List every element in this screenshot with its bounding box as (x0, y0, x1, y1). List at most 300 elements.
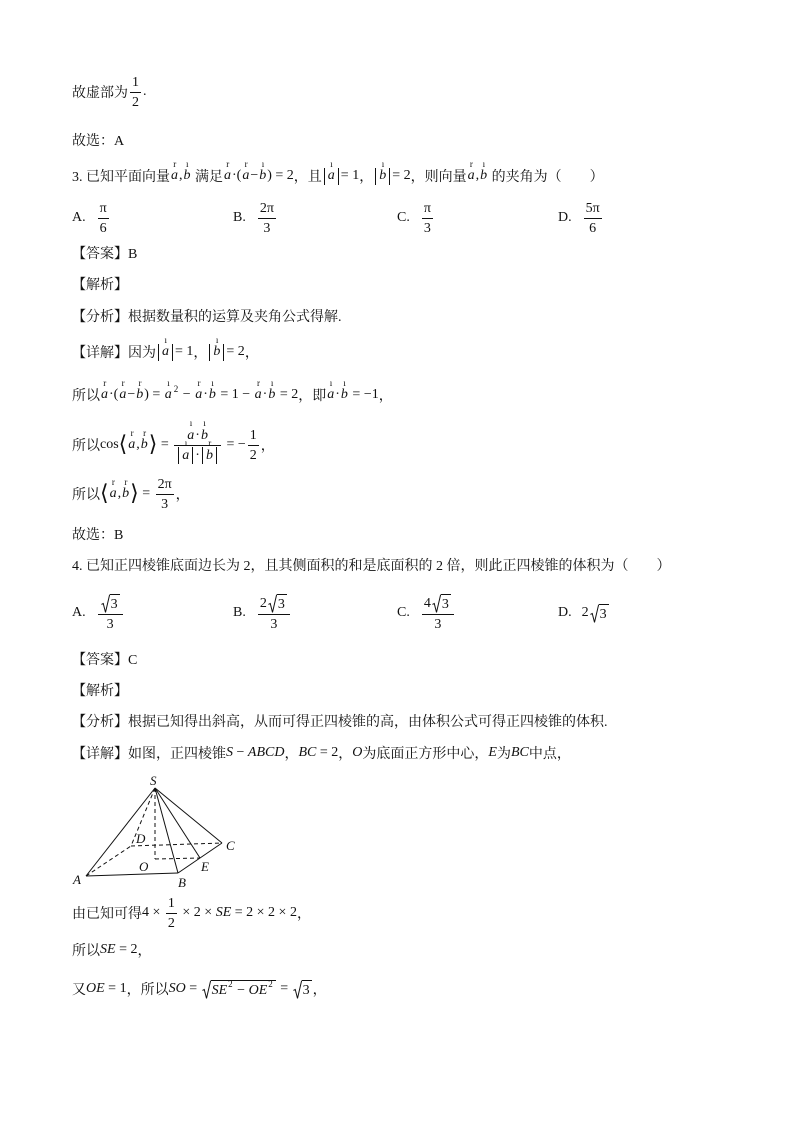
absolute-value (209, 335, 224, 361)
radicand (277, 594, 287, 613)
text-run: 所以 (72, 389, 100, 404)
denominator (130, 93, 141, 111)
absolute-value (324, 159, 339, 185)
numerator (248, 427, 259, 446)
denominator (258, 615, 290, 633)
fraction (422, 594, 454, 633)
math-text: 3 (277, 596, 285, 612)
vector-mark: r (244, 159, 248, 169)
math-text: 4 (423, 595, 431, 611)
vector-letter: b (208, 387, 216, 402)
math-text: = (157, 437, 173, 452)
math-text: cos (100, 437, 119, 452)
text-run: 【详解】如图，正四棱锥 (72, 747, 226, 762)
vector (205, 437, 213, 464)
option-value (582, 200, 604, 237)
numerator (166, 895, 177, 914)
q4-answer: 【答案】C (72, 653, 138, 668)
superscript: 2 (228, 978, 233, 989)
math-text: − (179, 387, 195, 402)
vector-mark: ı (381, 159, 385, 169)
option-label: A. (72, 210, 86, 225)
math-text: = 1 (340, 168, 360, 183)
radicand (302, 980, 312, 999)
vector-mark: r (256, 378, 260, 388)
q3-option-a (72, 198, 111, 238)
vector-mark: ı (185, 159, 189, 169)
vector-mark: ı (270, 378, 274, 388)
vector (195, 378, 203, 403)
math-text: 3 (106, 616, 114, 632)
math-text: = 2 (226, 344, 245, 359)
vector-mark: ı (211, 378, 214, 388)
vector-mark: r (469, 159, 473, 169)
radicand (441, 594, 451, 613)
denominator (98, 615, 123, 633)
vector (259, 159, 267, 184)
q3-analysis-heading: 【解析】 (72, 278, 128, 293)
q3-option-b (233, 198, 278, 238)
math-text: , (475, 168, 480, 183)
q4-detail-line-3 (72, 930, 151, 970)
radical-sign (268, 594, 277, 613)
q4-analysis-heading: 【解析】 (72, 684, 128, 699)
option-label: C. (397, 210, 410, 225)
vector-letter: a (109, 486, 117, 501)
q3-detail-line-2 (72, 375, 393, 415)
square-root (432, 594, 451, 613)
vector-mark: ı (330, 159, 333, 169)
math-text: 3 (270, 616, 278, 632)
vector-mark: r (111, 477, 115, 487)
vector-mark: r (130, 428, 134, 438)
math-variable: OE (86, 981, 105, 996)
math-text: ) = 2 (267, 168, 294, 183)
q3-stem (72, 156, 604, 196)
vector-letter: a (254, 387, 262, 402)
math-text: 3 (263, 220, 271, 236)
math-text: − (233, 745, 248, 760)
math-text: = 1 (104, 981, 127, 996)
math-variable: BC (510, 745, 529, 760)
math-text: ) = (144, 387, 164, 402)
math-text: 2 (259, 595, 267, 611)
vector (200, 417, 208, 444)
angle-bracket: ⟨ (118, 432, 128, 457)
math-text: 3 (110, 596, 118, 612)
text-run: 由已知可得 (72, 907, 142, 922)
text-run: ，即 (298, 389, 327, 404)
math-text: ·( (232, 168, 242, 183)
vector (140, 428, 148, 453)
vector-letter: a (224, 168, 231, 183)
math-text: , (136, 437, 140, 452)
math-text: = (276, 981, 292, 996)
math-text: = 2 (276, 387, 299, 402)
edge-sc (155, 788, 222, 843)
math-text: 3 (423, 220, 431, 236)
edge-ad (86, 846, 131, 876)
vector-mark: r (208, 437, 212, 448)
vector-letter: a (327, 168, 335, 183)
vector-mark: r (173, 159, 177, 169)
q4-detail-line-1 (72, 733, 571, 773)
vector-letter: a (327, 387, 335, 402)
math-text: = − (222, 437, 246, 452)
option-label: D. (558, 210, 572, 225)
vector-letter: b (183, 168, 191, 183)
math-text: = (185, 981, 201, 996)
text-run: ， (175, 488, 190, 503)
math-text: π (99, 200, 107, 216)
segment-oe (155, 858, 200, 859)
vector-mark: ı (189, 417, 193, 428)
q4-option-a (72, 593, 125, 633)
fraction (130, 74, 141, 111)
vector (208, 378, 216, 403)
square-root (268, 594, 287, 613)
vector (327, 378, 335, 403)
vector-mark: r (143, 428, 147, 438)
math-text: 3 (441, 596, 449, 612)
fraction (98, 200, 109, 237)
point-label-e: E (201, 859, 209, 874)
option-label: A. (72, 605, 86, 620)
vertex-label-s: S (150, 773, 157, 788)
fraction (584, 200, 602, 237)
vector-mark: ı (215, 335, 219, 345)
text-run: ， (260, 439, 275, 454)
vector-mark: ı (343, 378, 346, 388)
fraction (422, 200, 433, 237)
vector-letter: b (268, 387, 276, 402)
vector-mark: r (197, 378, 201, 388)
math-text: − (233, 982, 249, 998)
vector-letter: a (171, 168, 178, 183)
math-text: 2 (167, 915, 175, 931)
math-text: 2 (249, 447, 257, 463)
fraction (156, 476, 174, 513)
math-variable: S (226, 745, 233, 760)
option-value (420, 200, 435, 237)
q3-detail-line-3 (72, 417, 275, 465)
option-value (582, 604, 610, 623)
q4-detail-line-2 (72, 893, 311, 933)
text-run: ， (296, 907, 311, 922)
text-run: ， (312, 983, 327, 998)
radicand (211, 980, 276, 999)
absolute-value (375, 159, 390, 185)
angle-bracket: ⟩ (148, 432, 158, 457)
text-run: ， (378, 389, 393, 404)
radicand (599, 604, 609, 623)
math-variable: BC (298, 745, 317, 760)
math-variable: OE (248, 982, 268, 998)
vector (187, 417, 195, 444)
math-text: · (195, 447, 200, 463)
text-run: ， (338, 747, 353, 762)
square-root (101, 594, 120, 613)
text-run: ， (193, 346, 208, 361)
option-value (256, 594, 292, 633)
fraction (258, 200, 276, 237)
vector-letter: a (101, 387, 108, 402)
math-text: = 2 (316, 745, 339, 760)
vector-letter: a (162, 344, 169, 359)
math-text: 6 (589, 220, 597, 236)
math-text: . (143, 84, 147, 99)
numerator (130, 74, 141, 93)
vector-letter: b (122, 486, 130, 501)
edge-sb (155, 788, 178, 873)
vector (182, 437, 190, 464)
point-label-o: O (139, 859, 149, 874)
radical-sign (590, 604, 599, 623)
vector-letter: a (119, 387, 127, 402)
slant-height-se (155, 788, 200, 858)
vector-mark: ı (482, 159, 486, 169)
q4-detail-line-4 (72, 969, 327, 1009)
math-variable: SE (215, 905, 232, 920)
vector-letter: a (195, 387, 203, 402)
fraction (166, 895, 177, 932)
math-text: = 2 (115, 942, 138, 957)
q4-option-b (233, 593, 292, 633)
q3-answer: 【答案】B (72, 247, 138, 262)
vector (480, 159, 488, 184)
math-text: , (117, 486, 122, 501)
vector (268, 378, 276, 403)
imaginary-part-line (72, 72, 147, 112)
vector-letter: b (200, 427, 208, 443)
pyramid-figure (68, 770, 244, 894)
math-variable: O (352, 745, 363, 760)
vector-letter: b (136, 387, 144, 402)
fraction (258, 594, 290, 633)
angle-bracket: ⟩ (130, 481, 139, 506)
text-run: 的夹角为（ ） (488, 170, 604, 185)
math-text: − (250, 168, 259, 183)
vector-mark: r (138, 378, 142, 388)
math-text: · (195, 427, 200, 443)
math-variable: SE (100, 942, 116, 957)
fraction (174, 417, 221, 464)
vector (119, 378, 127, 403)
text-run: 故虚部为 (72, 86, 128, 101)
vector (171, 159, 178, 184)
vector-letter: b (379, 168, 387, 183)
vector-letter: a (164, 387, 172, 402)
denominator (422, 219, 433, 237)
numerator (174, 417, 221, 446)
vector (109, 477, 117, 502)
vector-letter: a (467, 168, 475, 183)
option-label: B. (233, 210, 246, 225)
text-run: ， (244, 346, 259, 361)
vector-letter: a (242, 168, 250, 183)
math-text: = (138, 486, 154, 501)
text-run: ，且 (293, 170, 322, 185)
radical-sign (293, 980, 302, 999)
vector-mark: r (226, 159, 230, 169)
numerator (258, 594, 290, 615)
option-label: B. (233, 605, 246, 620)
q3-detail-line-1 (72, 332, 259, 372)
math-text: = −1 (348, 387, 379, 402)
numerator (156, 476, 174, 495)
math-text: π (423, 200, 431, 216)
math-text: 3 (161, 496, 169, 512)
math-text: 4 × (142, 905, 164, 920)
absolute-value (202, 437, 217, 464)
q4-option-d (558, 593, 610, 633)
q3-option-d (558, 198, 604, 238)
vector (162, 335, 169, 360)
vector (254, 378, 262, 403)
math-text: − (127, 387, 136, 402)
vector-letter: a (187, 427, 195, 443)
vector (136, 378, 144, 403)
text-run: 为底面正方形中心， (362, 747, 489, 762)
denominator (248, 446, 259, 464)
math-text: 6 (99, 220, 107, 236)
q4-option-c (397, 593, 456, 633)
vector-mark: ı (203, 417, 206, 428)
math-text: 2π (157, 476, 172, 492)
vector (327, 159, 335, 184)
vector-mark: r (103, 378, 107, 388)
text-run: 3. 已知平面向量 (72, 170, 170, 185)
vector-letter: a (128, 437, 136, 452)
text-run: ，所以 (126, 983, 169, 998)
denominator (156, 495, 174, 513)
math-variable: SO (168, 981, 186, 996)
math-text: 5π (585, 200, 600, 216)
math-text: 2π (259, 200, 274, 216)
vector-mark: ı (184, 437, 188, 448)
math-text: 3 (302, 982, 310, 998)
text-run: 所以 (72, 944, 100, 959)
superscript: 2 (268, 978, 273, 989)
square-root (590, 604, 609, 623)
vector (340, 378, 348, 403)
q4-analysis: 【分析】根据已知得出斜高，从而可得正四棱锥的高，由体积公式可得正四棱锥的体积. (72, 715, 608, 730)
math-text: · (335, 387, 340, 402)
vector-mark: r (124, 477, 128, 487)
radicand (110, 594, 120, 613)
square-root (202, 980, 276, 999)
math-text: = 1 − (216, 387, 254, 402)
vector-mark: ı (329, 378, 333, 388)
math-text: ·( (109, 387, 119, 402)
numerator (98, 594, 123, 615)
angle-bracket: ⟨ (100, 481, 109, 506)
vector-letter: b (213, 344, 221, 359)
option-value (420, 594, 456, 633)
text-run: 又 (72, 983, 86, 998)
text-run: 为 (496, 747, 511, 762)
numerator (98, 200, 109, 219)
vector-mark: ı (167, 378, 170, 388)
math-text: 2 (581, 605, 589, 620)
radical-sign (101, 594, 110, 613)
option-label: D. (558, 605, 572, 620)
math-variable: ABCD (247, 745, 285, 760)
absolute-value (158, 335, 173, 361)
denominator (258, 219, 276, 237)
math-text: 1 (132, 74, 139, 90)
text-run: ，则向量 (410, 170, 467, 185)
vertex-label-d: D (136, 831, 146, 846)
text-run: 满足 (191, 170, 223, 185)
option-value (96, 594, 125, 633)
radical-sign (432, 594, 441, 613)
denominator (422, 615, 454, 633)
vector (183, 159, 191, 184)
math-variable: E (488, 745, 497, 760)
q3-analysis: 【分析】根据数量积的运算及夹角公式得解. (72, 310, 342, 325)
q4-stem: 4. 已知正四棱锥底面边长为 2，且其侧面积的和是底面积的 2 倍，则此正四棱锥的体积为（ ） (72, 559, 671, 574)
numerator (258, 200, 276, 219)
square-root (293, 980, 312, 999)
option-value (256, 200, 278, 237)
vector (213, 335, 221, 360)
denominator (166, 914, 177, 932)
text-run: 中点， (528, 747, 571, 762)
math-text: · (262, 387, 268, 402)
vector-mark: ı (261, 159, 265, 169)
math-variable: SE (211, 982, 228, 998)
q3-detail-line-4 (72, 474, 190, 514)
math-text: · (203, 387, 208, 402)
math-text: = 2 × 2 × 2 (231, 905, 297, 920)
math-text: , (179, 168, 183, 183)
vector (164, 378, 172, 403)
vector (224, 159, 231, 184)
math-text: = 2 (392, 168, 411, 183)
text-run: 所以 (72, 439, 100, 454)
vector-letter: b (340, 387, 348, 402)
vector-letter: a (182, 447, 190, 463)
numerator (422, 200, 433, 219)
vector (122, 477, 130, 502)
denominator (584, 219, 602, 237)
text-run: 【详解】因为 (72, 346, 156, 361)
math-text: 2 (132, 94, 139, 110)
radical-sign (202, 980, 211, 999)
text-run: ， (284, 747, 299, 762)
math-text: × 2 × (178, 905, 216, 920)
text-run: 所以 (72, 488, 100, 503)
numerator (422, 594, 454, 615)
math-text: = 1 (175, 344, 194, 359)
vector (242, 159, 250, 184)
denominator (174, 437, 221, 464)
text-run: ， (137, 944, 152, 959)
option-label: C. (397, 605, 410, 620)
vertex-label-a: A (73, 872, 81, 887)
vector-mark: r (121, 378, 125, 388)
vector-mark: ı (164, 335, 168, 345)
math-text: 1 (249, 427, 257, 443)
superscript: 2 (173, 384, 179, 394)
numerator (584, 200, 602, 219)
fraction (248, 427, 259, 464)
vector-letter: b (480, 168, 488, 183)
math-text: 1 (167, 895, 175, 911)
previous-choice-line: 故选：A (72, 134, 125, 149)
fraction (98, 594, 123, 633)
